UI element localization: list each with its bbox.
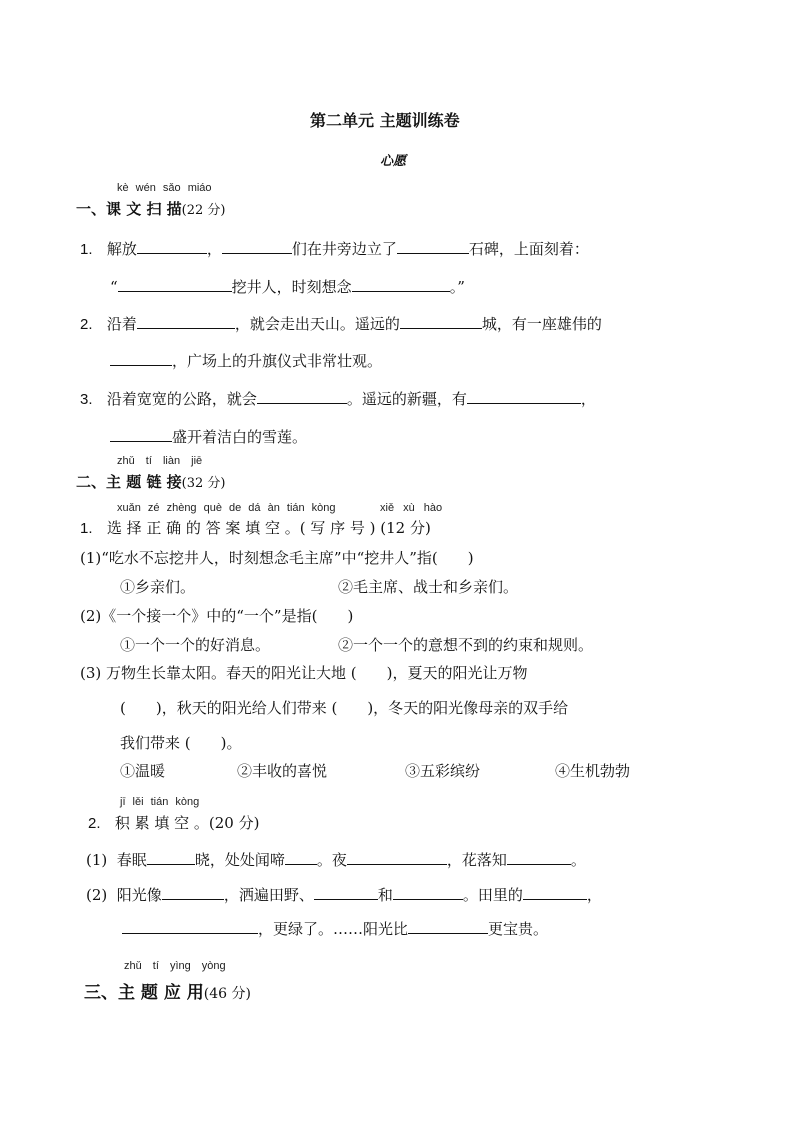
q1-pinyin-b: xiě xù hào xyxy=(380,502,443,514)
q1-sub3-line3: 我们带来 ( )。 xyxy=(120,734,242,752)
q1-sub2-opt1: ①一个一个的好消息。 xyxy=(120,636,271,654)
s1-item-3-cont: 盛开着洁白的雪莲。 xyxy=(110,426,307,447)
s1-item-2: 2. 沿着 ，就会走出天山。遥远的 城，有一座雄伟的 xyxy=(80,315,602,333)
page-subtitle: 心愿 xyxy=(380,154,407,169)
section-2-heading: 二、主 题 链 接(32 分) xyxy=(76,473,226,491)
q2-sub1: (1) 春眠 晓，处处闻啼 。夜 ，花落知 。 xyxy=(86,851,586,869)
q1-sub3-opt2: ②丰收的喜悦 xyxy=(237,762,328,780)
q2-sub2: (2) 阳光像 ，洒遍田野、 和 。田里的 ， xyxy=(86,886,602,904)
q1-sub1: (1)“吃水不忘挖井人，时刻想念毛主席”中“挖井人”指( ) xyxy=(80,549,474,567)
section-1-heading: 一、课 文 扫 描(22 分) xyxy=(76,200,226,218)
section-1-pinyin: kè wén sǎo miáo xyxy=(117,182,212,194)
q1-sub3-line1: (3) 万物生长靠太阳。春天的阳光让大地 ( )，夏天的阳光让万物 xyxy=(80,664,528,682)
s1-item-2-cont: ，广场上的升旗仪式非常壮观。 xyxy=(110,350,382,371)
q1-sub3-opt3: ③五彩缤纷 xyxy=(405,762,481,780)
section-3-heading: 三、主 题 应 用(46 分) xyxy=(84,983,251,1003)
q1-sub1-opt1: ①乡亲们。 xyxy=(120,578,196,596)
section-2-pinyin: zhǔ tí liàn jiē xyxy=(117,455,203,467)
s1-item-3: 3. 沿着宽宽的公路，就会 。遥远的新疆，有 ， xyxy=(80,390,596,408)
q1-sub3-opt4: ④生机勃勃 xyxy=(555,762,631,780)
q1-sub3-opt1: ①温暖 xyxy=(120,762,166,780)
q1-sub1-opt2: ②毛主席、战士和乡亲们。 xyxy=(338,578,519,596)
q1-sub2-opt2: ②一个一个的意想不到的约束和规则。 xyxy=(338,636,594,654)
q2-heading: 2. 积 累 填 空 。(20 分) xyxy=(88,814,260,832)
q2-sub2-cont: ，更绿了。……阳光比 更宝贵。 xyxy=(122,918,548,939)
s1-item-1-cont: “ 挖井人，时刻想念 。” xyxy=(110,278,465,296)
section-3-pinyin: zhǔ tí yìng yòng xyxy=(124,960,226,972)
q2-pinyin: jī lěi tián kòng xyxy=(120,796,200,808)
q1-pinyin-a: xuǎn zé zhèng què de dá àn tián kòng xyxy=(117,502,336,514)
page-title: 第二单元 主题训练卷 xyxy=(310,111,460,130)
q1-sub2: (2)《一个接一个》中的“一个”是指( ) xyxy=(80,607,354,625)
q1-heading: 1. 选 择 正 确 的 答 案 填 空 。( 写 序 号 ) (12 分) xyxy=(80,519,431,537)
s1-item-1: 1. 解放 ， 们在井旁边立了 石碑，上面刻着： xyxy=(80,240,589,258)
q1-sub3-line2: ( )，秋天的阳光给人们带来 ( )，冬天的阳光像母亲的双手给 xyxy=(120,699,569,717)
